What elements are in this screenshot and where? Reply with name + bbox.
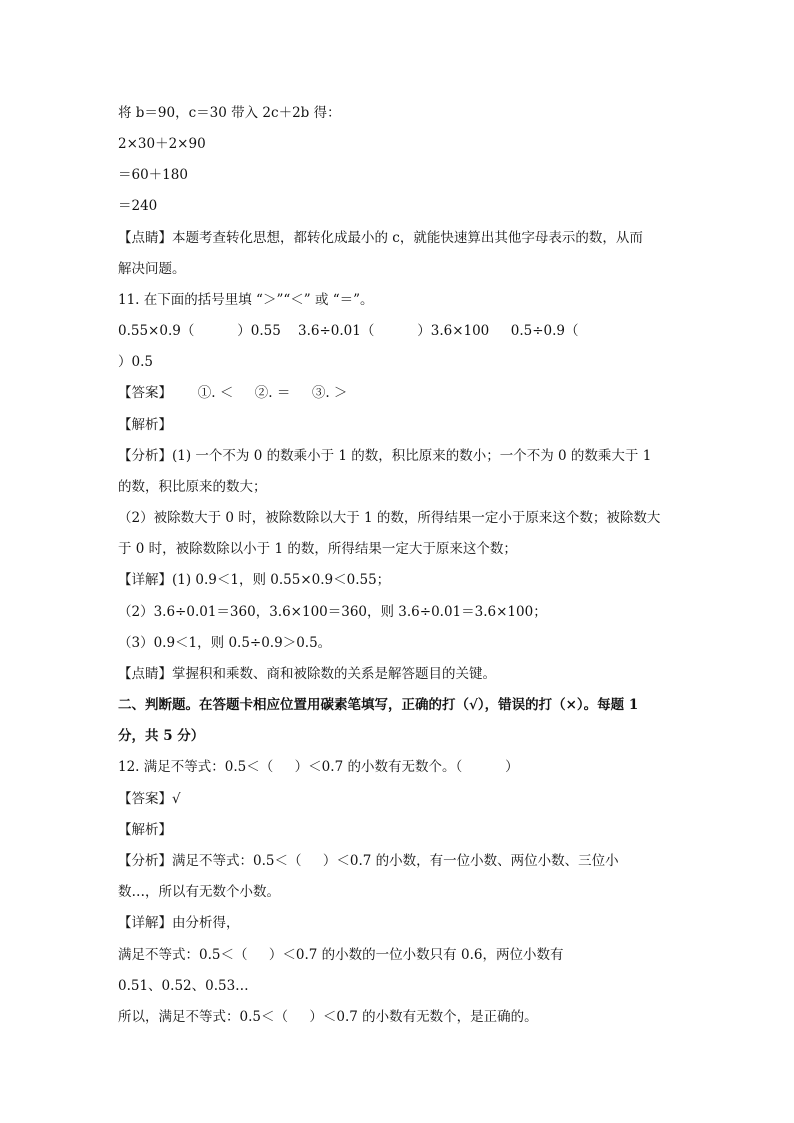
text-line: ）0.5 [118,354,153,370]
text-line: （2）3.6÷0.01＝360，3.6×100＝360，则 3.6÷0.01＝3.6×100； [118,604,547,620]
text-line: 数…，所以有无数个小数。 [118,884,280,900]
text-line: 满足不等式：0.5＜（ ）＜0.7 的小数的一位小数只有 0.6，两位小数有 [118,947,564,963]
text-line: （3）0.9＜1，则 0.5÷0.9＞0.5。 [118,635,332,651]
text-line: 【详解】(1) 0.9＜1，则 0.55×0.9＜0.55； [118,572,391,588]
text-line: ＝240 [118,198,158,214]
question-11-title: 11. 在下面的括号里填 “＞”“＜” 或 “＝”。 [118,292,374,308]
text-line: 【点睛】本题考查转化思想，都转化成最小的 c，就能快速算出其他字母表示的数，从而 [118,230,643,246]
answer-line: 【答案】 ①. ＜ ②. ＝ ③. ＞ [118,385,348,401]
text-line: 【详解】由分析得， [118,915,240,931]
section-heading: 二、判断题。在答题卡相应位置用碳素笔填写，正确的打（√），错误的打（×）。每题 1 [118,697,639,713]
answer-line: 【答案】√ [118,791,181,807]
text-line: 将 b＝90，c＝30 带入 2c＋2b 得： [118,105,341,121]
text-line: 解决问题。 [118,261,186,277]
text-line: 所以，满足不等式：0.5＜（ ）＜0.7 的小数有无数个，是正确的。 [118,1009,538,1025]
text-line: 【分析】满足不等式：0.5＜（ ）＜0.7 的小数，有一位小数、两位小数、三位小 [118,853,619,869]
question-12-title: 12. 满足不等式：0.5＜（ ）＜0.7 的小数有无数个。（ ） [118,759,519,775]
text-line: 的数，积比原来的数大； [118,479,267,495]
text-line: 于 0 时，被除数除以小于 1 的数，所得结果一定大于原来这个数； [118,541,517,557]
text-line: 0.55×0.9（ ）0.55 3.6÷0.01（ ）3.6×100 0.5÷0.9（ [118,323,579,339]
text-line: （2）被除数大于 0 时，被除数除以大于 1 的数，所得结果一定小于原来这个数；被除数大 [118,510,661,526]
analysis-heading: 【解析】 [118,822,172,838]
text-line: 【分析】(1) 一个不为 0 的数乘小于 1 的数，积比原来的数小；一个不为 0 的数乘大于 1 [118,448,652,464]
text-line: 0.51、0.52、0.53… [118,978,249,994]
text-line: ＝60＋180 [118,167,188,183]
text-line: 【点睛】掌握积和乘数、商和被除数的关系是解答题目的关键。 [118,666,496,682]
section-heading: 分，共 5 分） [118,728,205,744]
text-line: 2×30＋2×90 [118,136,206,152]
analysis-heading: 【解析】 [118,417,172,433]
